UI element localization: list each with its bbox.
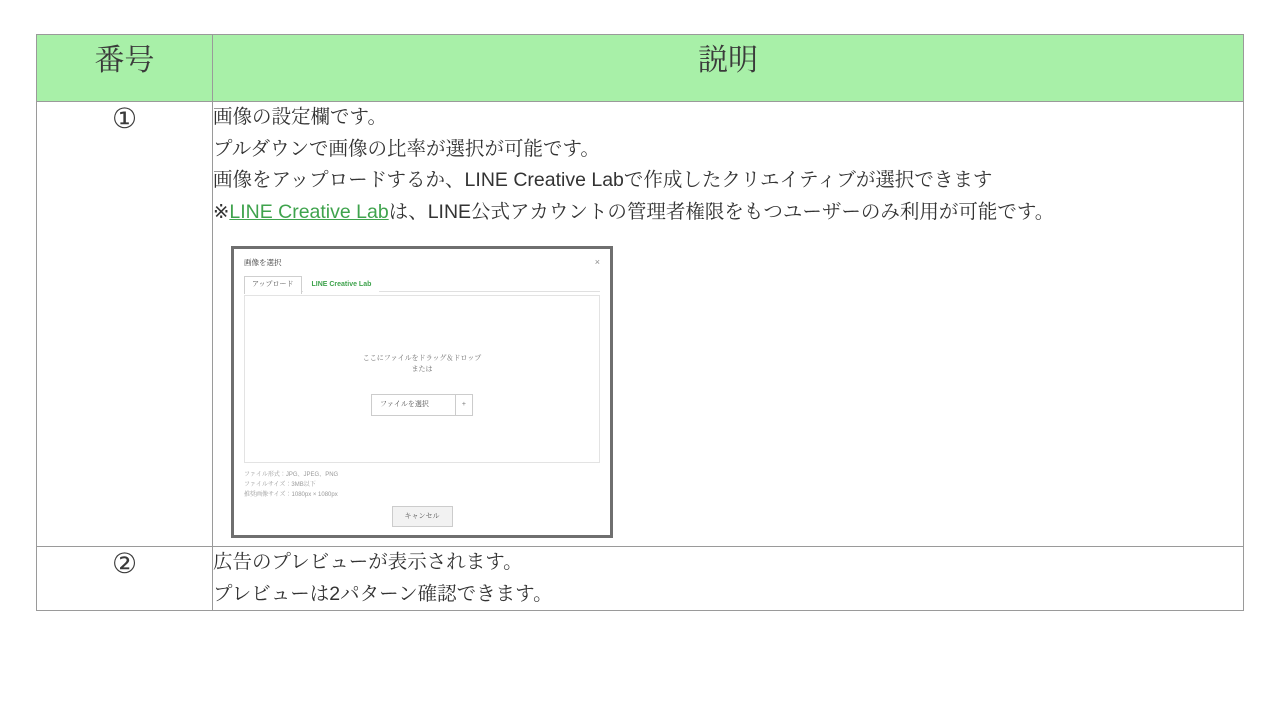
file-select-control (371, 394, 473, 415)
row-description-2 (213, 547, 1244, 611)
spec-table (36, 34, 1244, 611)
row-number-1: ① (37, 102, 213, 547)
drop-zone-text-line1: ここにファイルをドラッグ＆ドロップ (362, 355, 482, 363)
description-line: プレビューは2パターン確認できます。 (213, 582, 553, 605)
note-suffix: は、LINE公式アカウントの管理者権限をもつユーザーのみ利用が可能です。 (388, 200, 1055, 223)
row-description-1 (213, 102, 1244, 547)
table-header-row (37, 35, 1244, 102)
description-note (213, 197, 1243, 229)
note-file-size: ファイルサイズ：3MB以下 (244, 482, 316, 489)
dialog-notes (244, 471, 338, 501)
drop-zone-text (245, 354, 599, 375)
image-select-dialog-screenshot (231, 246, 613, 538)
file-drop-zone[interactable] (244, 295, 600, 463)
tab-line-creative-lab[interactable]: LINE Creative Lab (303, 276, 379, 294)
plus-icon[interactable]: + (456, 394, 473, 415)
note-file-format: ファイル形式：JPG、JPEG、PNG (244, 472, 339, 479)
description-line: プルダウンで画像の比率が選択が可能です。 (213, 137, 600, 160)
description-line: 画像をアップロードするか、LINE Creative Labで作成したクリエイティブが選択できます (213, 169, 993, 192)
note-prefix: ※ (213, 200, 230, 223)
dialog-tabs (244, 275, 600, 292)
dialog-title: 画像を選択 (244, 258, 282, 268)
note-recommended-size: 推奨画像サイズ：1080px × 1080px (244, 492, 338, 499)
dialog-footer (234, 506, 610, 527)
select-file-button[interactable]: ファイルを選択 (371, 394, 456, 415)
description-line: 広告のプレビューが表示されます。 (213, 551, 523, 574)
drop-zone-text-line2: または (411, 365, 433, 373)
table-row (37, 102, 1244, 547)
close-icon[interactable]: × (594, 257, 600, 268)
table-row (37, 547, 1244, 611)
line-creative-lab-link[interactable]: LINE Creative Lab (229, 200, 389, 223)
row-number-2: ② (37, 547, 213, 611)
column-header-number: 番号 (37, 35, 213, 102)
tab-upload[interactable]: アップロード (244, 276, 302, 293)
description-line: 画像の設定欄です。 (213, 106, 387, 128)
column-header-description: 説明 (213, 35, 1244, 102)
cancel-button[interactable]: キャンセル (392, 506, 453, 527)
